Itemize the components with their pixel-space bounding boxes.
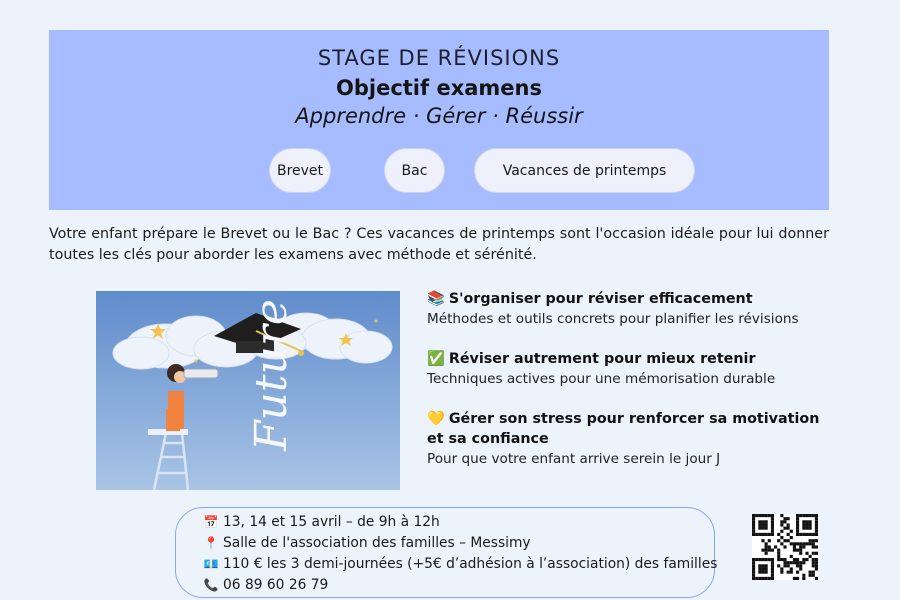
heart-icon: 💛 <box>427 411 445 427</box>
books-icon: 📚 <box>427 291 445 307</box>
feature-item <box>427 289 827 329</box>
pill-vacances[interactable]: Vacances de printemps <box>474 148 695 193</box>
banner-tagline: Apprendre · Gérer · Réussir <box>295 104 583 128</box>
features-list <box>427 289 827 489</box>
feature-description: Techniques actives pour une mémorisation durable <box>427 371 776 387</box>
feature-item <box>427 349 827 389</box>
money-icon: 💶 <box>203 557 219 571</box>
header-banner <box>49 30 829 210</box>
qr-code-svg <box>752 514 818 580</box>
info-phone[interactable]: 📞 06 89 60 26 79 <box>202 575 714 596</box>
pill-brevet[interactable]: Brevet <box>269 148 331 193</box>
pill-group <box>49 148 829 194</box>
feature-item <box>427 409 827 469</box>
info-box <box>175 507 718 598</box>
feature-title: S'organiser pour réviser efficacement <box>448 291 753 307</box>
qr-code-icon[interactable] <box>752 514 818 580</box>
future-word: Future <box>246 299 297 451</box>
calendar-icon: 📅 <box>203 515 219 529</box>
phone-icon: 📞 <box>203 578 219 592</box>
check-icon: ✅ <box>427 351 445 367</box>
pill-bac[interactable]: Bac <box>384 148 445 193</box>
feature-description: Méthodes et outils concrets pour planifier les révisions <box>427 311 799 327</box>
illustration-svg <box>96 291 400 490</box>
info-location: 📍 Salle de l'association des familles – Messimy <box>202 533 714 554</box>
banner-title: Objectif examens <box>336 76 542 100</box>
info-price: 💶 110 € les 3 demi-journées (+5€ d’adhésion à l’association) des familles <box>202 554 714 575</box>
pin-icon: 📍 <box>203 536 219 550</box>
info-dates: 📅 13, 14 et 15 avril – de 9h à 12h <box>202 512 714 533</box>
feature-title: Réviser autrement pour mieux retenir <box>448 351 756 367</box>
feature-title: Gérer son stress pour renforcer sa motivation et sa confiance <box>427 411 820 447</box>
banner-kicker: STAGE DE RÉVISIONS <box>317 46 561 70</box>
intro-paragraph: Votre enfant prépare le Brevet ou le Bac ? Ces vacances de printemps sont l'occasion idéale pour lui donner toutes les clés pour aborder les examens avec méthode et sérénité. <box>49 226 829 263</box>
feature-description: Pour que votre enfant arrive serein le jour J <box>427 451 721 467</box>
illustration-image <box>96 291 400 490</box>
